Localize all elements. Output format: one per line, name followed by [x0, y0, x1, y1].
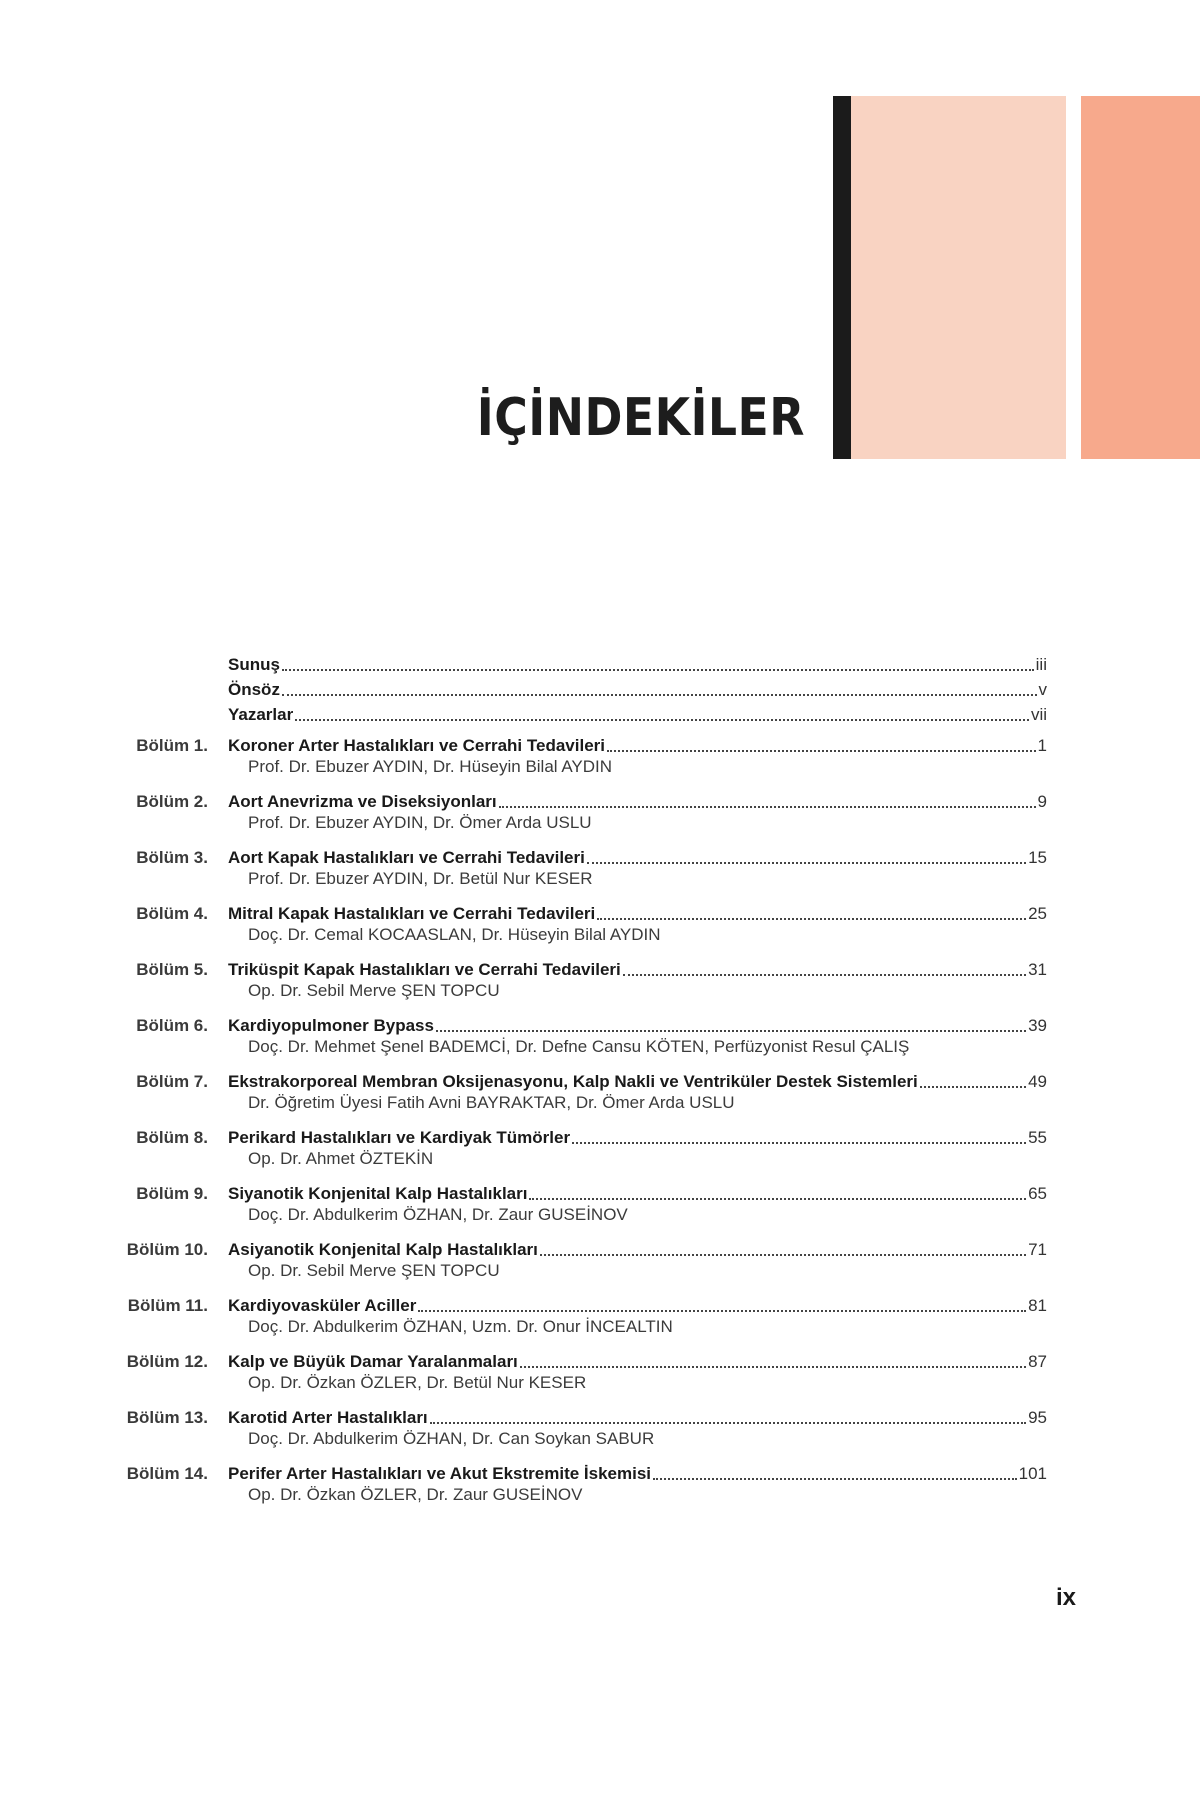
chapter-authors-row	[0, 1484, 1200, 1509]
dot-leader	[430, 1422, 1026, 1424]
entry-page-number: 81	[1028, 1296, 1047, 1315]
toc-chapter-entry[interactable]	[0, 1067, 1200, 1092]
decorative-black-bar	[833, 96, 851, 459]
indent-spacer	[0, 1092, 248, 1117]
toc-entry-line	[228, 655, 1047, 675]
entry-page-number: 1	[1037, 736, 1047, 755]
indent-spacer	[0, 1204, 248, 1229]
dot-leader	[436, 1030, 1026, 1032]
chapter-authors: Prof. Dr. Ebuzer AYDIN, Dr. Hüseyin Bilal AYDIN	[248, 757, 613, 776]
indent-spacer	[0, 1316, 248, 1341]
toc-entry-line	[228, 792, 1047, 812]
entry-page-number: 65	[1028, 1184, 1047, 1203]
toc-chapter-entry[interactable]	[0, 1011, 1200, 1036]
toc-entry-line	[228, 1296, 1047, 1316]
chapter-number: Bölüm 12.	[126, 1352, 208, 1371]
toc-entry-line	[228, 736, 1047, 756]
dot-leader	[623, 974, 1026, 976]
toc-chapter-entry[interactable]	[0, 1347, 1200, 1372]
indent-spacer	[0, 1484, 248, 1509]
chapter-authors-row	[0, 924, 1200, 949]
chapter-number: Bölüm 4.	[136, 904, 208, 923]
chapter-number: Bölüm 11.	[127, 1296, 208, 1315]
toc-chapter-entry[interactable]	[0, 899, 1200, 924]
toc-entry-line	[228, 1072, 1047, 1092]
dot-leader	[587, 862, 1026, 864]
entry-title[interactable]: Kardiyovasküler Aciller	[228, 1296, 417, 1315]
toc-chapter-entry[interactable]	[0, 1235, 1200, 1260]
toc-chapter-entry[interactable]	[0, 843, 1200, 868]
entry-title[interactable]: Siyanotik Konjenital Kalp Hastalıkları	[228, 1184, 528, 1203]
indent-spacer	[0, 756, 248, 781]
chapter-authors-row	[0, 980, 1200, 1005]
entry-title[interactable]: Perifer Arter Hastalıkları ve Akut Ekstremite İskemisi	[228, 1464, 652, 1483]
chapter-authors: Prof. Dr. Ebuzer AYDIN, Dr. Betül Nur KESER	[248, 869, 593, 888]
dot-leader	[597, 918, 1026, 920]
toc-entry-line	[228, 1240, 1047, 1260]
entry-title[interactable]: Perikard Hastalıkları ve Kardiyak Tümörler	[228, 1128, 571, 1147]
entry-title[interactable]: Sunuş	[228, 655, 280, 674]
indent-spacer	[0, 1260, 248, 1285]
chapter-number: Bölüm 3.	[136, 848, 208, 867]
entry-page-number: 39	[1028, 1016, 1047, 1035]
dot-leader	[653, 1478, 1017, 1480]
toc-chapter-entry[interactable]	[0, 1403, 1200, 1428]
toc-entry-line	[228, 1408, 1047, 1428]
page-number: ix	[1056, 1584, 1077, 1611]
toc-entry-line	[228, 848, 1047, 868]
toc-entry-line	[228, 705, 1047, 725]
toc-entry-line	[228, 1128, 1047, 1148]
chapter-number: Bölüm 2.	[136, 792, 208, 811]
chapter-number: Bölüm 8.	[136, 1128, 208, 1147]
dot-leader	[282, 669, 1034, 671]
chapter-authors: Op. Dr. Özkan ÖZLER, Dr. Betül Nur KESER	[248, 1373, 587, 1392]
dot-leader	[282, 694, 1037, 696]
toc-entry-line	[228, 1016, 1047, 1036]
dot-leader	[499, 806, 1036, 808]
chapter-number: Bölüm 14.	[126, 1464, 208, 1483]
entry-page-number: 71	[1028, 1240, 1047, 1259]
chapter-authors: Doç. Dr. Abdulkerim ÖZHAN, Uzm. Dr. Onur İNCEALTIN	[248, 1317, 673, 1336]
entry-title[interactable]: Aort Kapak Hastalıkları ve Cerrahi Tedavileri	[228, 848, 585, 867]
toc-chapter-entry[interactable]	[0, 1291, 1200, 1316]
chapter-authors: Op. Dr. Sebil Merve ŞEN TOPCU	[248, 981, 500, 1000]
toc-entry-line	[228, 680, 1047, 700]
entry-page-number: 15	[1028, 848, 1047, 867]
toc-chapter-entry[interactable]	[0, 1123, 1200, 1148]
chapter-authors: Dr. Öğretim Üyesi Fatih Avni BAYRAKTAR, Dr. Ömer Arda USLU	[248, 1093, 735, 1112]
chapter-authors: Op. Dr. Ahmet ÖZTEKİN	[248, 1149, 434, 1168]
toc-front-matter-entry[interactable]	[0, 675, 1200, 700]
indent-spacer	[0, 868, 248, 893]
entry-page-number: iii	[1035, 655, 1047, 674]
chapter-authors-row	[0, 1204, 1200, 1229]
toc-chapter-entry[interactable]	[0, 955, 1200, 980]
entry-page-number: vii	[1030, 705, 1047, 724]
chapter-authors: Doç. Dr. Cemal KOCAASLAN, Dr. Hüseyin Bilal AYDIN	[248, 925, 661, 944]
toc-entry-line	[228, 904, 1047, 924]
indent-spacer	[0, 812, 248, 837]
chapter-authors-row	[0, 1260, 1200, 1285]
dot-leader	[607, 750, 1036, 752]
entry-title[interactable]: Mitral Kapak Hastalıkları ve Cerrahi Tedavileri	[228, 904, 596, 923]
dot-leader	[540, 1254, 1026, 1256]
toc-front-matter-entry[interactable]	[0, 650, 1200, 675]
chapter-authors: Doç. Dr. Mehmet Şenel BADEMCİ, Dr. Defne Cansu KÖTEN, Perfüzyonist Resul ÇALIŞ	[248, 1037, 910, 1056]
chapter-authors-row	[0, 812, 1200, 837]
entry-title[interactable]: Asiyanotik Konjenital Kalp Hastalıkları	[228, 1240, 538, 1259]
toc-chapter-entry[interactable]	[0, 731, 1200, 756]
front-matter-list	[0, 650, 1200, 725]
chapter-authors-row	[0, 868, 1200, 893]
chapter-authors-row	[0, 1092, 1200, 1117]
indent-spacer	[0, 1148, 248, 1173]
chapter-authors-row	[0, 756, 1200, 781]
indent-spacer	[0, 1428, 248, 1453]
entry-page-number: 31	[1028, 960, 1047, 979]
indent-spacer	[0, 980, 248, 1005]
decorative-salmon-block	[1081, 96, 1200, 459]
chapter-number: Bölüm 9.	[136, 1184, 208, 1203]
entry-title[interactable]: Kalp ve Büyük Damar Yaralanmaları	[228, 1352, 518, 1371]
chapter-authors-row	[0, 1036, 1200, 1061]
entry-page-number: 49	[1028, 1072, 1047, 1091]
entry-page-number: 95	[1028, 1408, 1047, 1427]
chapter-authors: Op. Dr. Özkan ÖZLER, Dr. Zaur GUSEİNOV	[248, 1485, 583, 1504]
toc-front-matter-entry[interactable]	[0, 700, 1200, 725]
chapter-authors-row	[0, 1316, 1200, 1341]
chapter-number: Bölüm 13.	[126, 1408, 208, 1427]
toc-chapter-entry[interactable]	[0, 1179, 1200, 1204]
chapter-number: Bölüm 7.	[136, 1072, 208, 1091]
dot-leader	[920, 1086, 1026, 1088]
chapter-authors: Prof. Dr. Ebuzer AYDIN, Dr. Ömer Arda USLU	[248, 813, 592, 832]
entry-title[interactable]: Yazarlar	[228, 705, 294, 724]
entry-page-number: 25	[1028, 904, 1047, 923]
entry-title[interactable]: Kardiyopulmoner Bypass	[228, 1016, 434, 1035]
decorative-light-salmon-block	[851, 96, 1066, 459]
chapter-authors: Op. Dr. Sebil Merve ŞEN TOPCU	[248, 1261, 500, 1280]
dot-leader	[529, 1198, 1026, 1200]
entry-page-number: 87	[1028, 1352, 1047, 1371]
chapter-authors-row	[0, 1148, 1200, 1173]
toc-entry-line	[228, 1464, 1047, 1484]
dot-leader	[520, 1366, 1026, 1368]
chapter-number: Bölüm 10.	[126, 1240, 208, 1259]
toc-chapter-entry[interactable]	[0, 787, 1200, 812]
toc-entry-line	[228, 1352, 1047, 1372]
dot-leader	[295, 719, 1029, 721]
entry-title[interactable]: Aort Anevrizma ve Diseksiyonları	[228, 792, 497, 811]
chapter-number: Bölüm 5.	[136, 960, 208, 979]
entry-title[interactable]: Ekstrakorporeal Membran Oksijenasyonu, Kalp Nakli ve Ventriküler Destek Sistemleri	[228, 1072, 918, 1091]
toc-chapter-entry[interactable]	[0, 1459, 1200, 1484]
entry-title[interactable]: Önsöz	[228, 680, 280, 699]
chapter-authors-row	[0, 1428, 1200, 1453]
indent-spacer	[0, 1372, 248, 1397]
toc-entry-line	[228, 960, 1047, 980]
entry-title[interactable]: Triküspit Kapak Hastalıkları ve Cerrahi Tedavileri	[228, 960, 621, 979]
indent-spacer	[0, 924, 248, 949]
toc-entry-line	[228, 1184, 1047, 1204]
chapter-number: Bölüm 6.	[136, 1016, 208, 1035]
chapter-authors-row	[0, 1372, 1200, 1397]
chapter-authors: Doç. Dr. Abdulkerim ÖZHAN, Dr. Can Soykan SABUR	[248, 1429, 655, 1448]
indent-spacer	[0, 1036, 248, 1061]
dot-leader	[418, 1310, 1026, 1312]
entry-page-number: 55	[1028, 1128, 1047, 1147]
entry-title[interactable]: Koroner Arter Hastalıkları ve Cerrahi Tedavileri	[228, 736, 605, 755]
entry-page-number: 101	[1018, 1464, 1047, 1483]
entry-page-number: 9	[1037, 792, 1047, 811]
dot-leader	[572, 1142, 1026, 1144]
chapter-number: Bölüm 1.	[136, 736, 208, 755]
chapter-authors: Doç. Dr. Abdulkerim ÖZHAN, Dr. Zaur GUSEİNOV	[248, 1205, 628, 1224]
chapter-list	[0, 731, 1200, 1509]
table-of-contents	[0, 650, 1200, 1509]
entry-title[interactable]: Karotid Arter Hastalıkları	[228, 1408, 428, 1427]
page-title: İÇİNDEKİLER	[476, 388, 805, 448]
entry-page-number: v	[1038, 680, 1047, 699]
